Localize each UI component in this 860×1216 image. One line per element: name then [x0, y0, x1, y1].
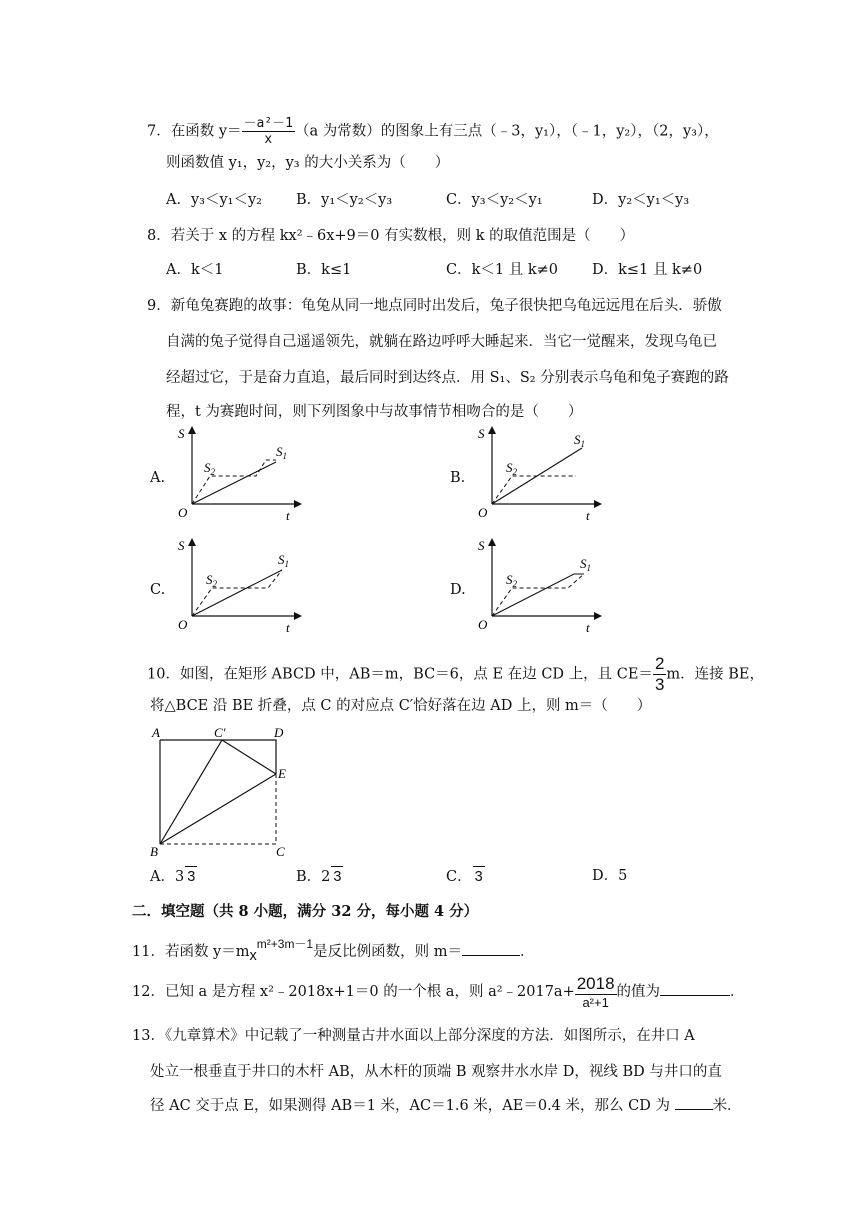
q7-line1: [147, 116, 719, 147]
q9-label-b: B.: [450, 470, 466, 486]
q10-option-b-sqrt: 3: [331, 866, 343, 887]
q9d-s2: $S_2$: [506, 572, 517, 589]
q9d-axis-t: t: [586, 620, 590, 635]
q9d-s1: $S_1$: [580, 556, 591, 573]
q10-fraction: [653, 654, 666, 695]
q10-frac-num: 2: [654, 654, 665, 673]
q9c-axis-t: t: [286, 620, 290, 635]
q12-text-b: 的值为: [616, 984, 661, 1000]
q9-line4: 程，t 为赛跑时间，则下列图象中与故事情节相吻合的是（ ）: [166, 404, 583, 420]
q9-graph-a: [172, 424, 302, 524]
q12-text-c: ．: [730, 984, 745, 1000]
q9b-axis-t: t: [586, 508, 590, 523]
q10-option-c-sqrt: 3: [473, 866, 485, 887]
q9b-s1: $S_1$: [574, 432, 585, 449]
q9-graph-b: [472, 424, 602, 524]
q9-label-c: C.: [150, 582, 166, 598]
q7-fraction: [242, 116, 295, 147]
q10-option-b-text: B．2: [296, 869, 331, 885]
q7-option-b: B．y₁＜y₂＜y₃: [296, 192, 393, 208]
q9b-axis-s: S: [478, 426, 485, 441]
q11-exponent: m²+3m－1: [256, 937, 314, 951]
q9-line2: 自满的兔子觉得自己遥遥领先，就躺在路边呼呼大睡起来．当它一觉醒来，发现乌龟已: [166, 334, 717, 350]
q10-option-a: [150, 866, 197, 887]
q7-text-a: 7．在函数 y＝: [147, 123, 242, 140]
q9c-s1: $S_1$: [278, 552, 289, 569]
q12-answer-blank[interactable]: [660, 983, 730, 996]
q7-option-c: C．y₃＜y₂＜y₁: [446, 192, 543, 208]
q10-option-a-text: A．3: [150, 869, 185, 885]
q13-line2: 处立一根垂直于井口的木杆 AB，从木杆的顶端 B 观察井水水岸 D，视线 BD 与井口的直: [150, 1064, 722, 1080]
q10-option-c-text: C．: [446, 869, 472, 885]
q8-line1: 8．若关于 x 的方程 kx²﹣6x+9＝0 有实数根，则 k 的取值范围是（ ）: [147, 228, 635, 244]
q13-line3-end: 米．: [712, 1098, 742, 1114]
q9a-s2: $S_2$: [204, 460, 215, 477]
q10-label-e: E: [278, 766, 286, 781]
q7-line2: 则函数值 y₁，y₂，y₃ 的大小关系为（ ）: [166, 155, 450, 171]
q11-base: x: [249, 948, 257, 964]
q8-option-a: A．k＜1: [166, 262, 224, 278]
q9-label-a: A.: [150, 470, 166, 486]
q11-answer-blank[interactable]: [462, 943, 520, 956]
q9c-origin: O: [178, 617, 188, 632]
q9-graph-d: [472, 536, 602, 636]
q13-line3: [150, 1096, 742, 1116]
q9b-origin: O: [478, 505, 488, 520]
q7-frac-den: x: [264, 132, 273, 147]
q13-answer-blank[interactable]: [675, 1097, 713, 1110]
q7-text-b: （a 为常数）的图象上有三点（﹣3，y₁），（﹣1，y₂），（2，y₃），: [295, 123, 719, 140]
q9-line3: 经超过它，于是奋力直追，最后同时到达终点．用 S₁、S₂ 分别表示乌龟和兔子赛跑的路: [166, 370, 729, 386]
q12-text-a: 12．已知 a 是方程 x²﹣2018x+1＝0 的一个根 a，则 a²﹣2017a+: [132, 984, 575, 1000]
q10-option-a-sqrt: 3: [185, 866, 197, 887]
q7-frac-num: －a²－1: [243, 116, 294, 131]
q9d-origin: O: [478, 617, 488, 632]
q12-frac-den: a²+1: [582, 994, 609, 1010]
q11-text-a: 11．若函数 y＝m: [132, 944, 250, 960]
q10-label-c1: C′: [214, 725, 226, 740]
q10-text-b: m．连接 BE，: [666, 666, 765, 683]
q10-option-b: [296, 866, 343, 887]
q11-text-b: 是反比例函数，则 m＝: [313, 944, 462, 960]
q9c-axis-s: S: [178, 538, 185, 553]
q11-line: [132, 937, 535, 964]
q10-option-c: [446, 866, 485, 887]
q10-label-a: A: [152, 725, 160, 740]
q9c-s2: $S_2$: [206, 572, 217, 589]
q12-line: [132, 972, 745, 1012]
q13-line1: 13．《九章算术》中记载了一种测量古井水面以上部分深度的方法．如图所示，在井口 A: [132, 1028, 695, 1044]
q12-frac-num: 2018: [576, 973, 615, 993]
q10-line1: [147, 654, 764, 694]
q13-line3-text: 径 AC 交于点 E，如果测得 AB＝1 米，AC＝1.6 米，AE＝0.4 米，那么 CD 为: [150, 1098, 670, 1114]
q9-label-d: D.: [450, 582, 466, 598]
q7-option-a: A．y₃＜y₁＜y₂: [166, 192, 262, 208]
q10-frac-den: 3: [654, 675, 665, 694]
q9-line1: 9．新龟兔赛跑的故事：龟兔从同一地点同时出发后，兔子很快把乌龟远远甩在后头．骄傲: [147, 298, 722, 314]
q9d-axis-s: S: [478, 538, 485, 553]
q8-option-c: C．k＜1 且 k≠0: [446, 262, 558, 278]
q9a-axis-t: t: [286, 508, 290, 523]
q10-label-c: C: [276, 844, 285, 859]
q10-text-a: 10．如图，在矩形 ABCD 中，AB＝m，BC＝6，点 E 在边 CD 上，且 CE＝: [147, 666, 653, 683]
q9b-s2: $S_2$: [506, 460, 517, 477]
q7-option-d: D．y₂＜y₁＜y₃: [592, 192, 690, 208]
q9a-axis-s: S: [178, 426, 185, 441]
q9a-s1: $S_1$: [276, 444, 287, 461]
q9-graph-c: [172, 536, 302, 636]
q12-fraction: [575, 974, 617, 1011]
q11-text-c: ．: [519, 944, 535, 960]
q10-label-b: B: [150, 844, 158, 859]
q8-option-d: D．k≤1 且 k≠0: [592, 262, 703, 278]
q10-rectangle-figure: [148, 724, 298, 860]
section-2-heading: 二．填空题（共 8 小题，满分 32 分，每小题 4 分）: [132, 903, 479, 920]
q9a-origin: O: [178, 505, 188, 520]
q10-line2: 将△BCE 沿 BE 折叠，点 C 的对应点 C′恰好落在边 AD 上，则 m＝（ ）: [150, 698, 652, 714]
q8-option-b: B．k≤1: [296, 262, 352, 278]
q10-option-d: D．5: [592, 868, 628, 884]
q10-label-d: D: [274, 725, 284, 740]
